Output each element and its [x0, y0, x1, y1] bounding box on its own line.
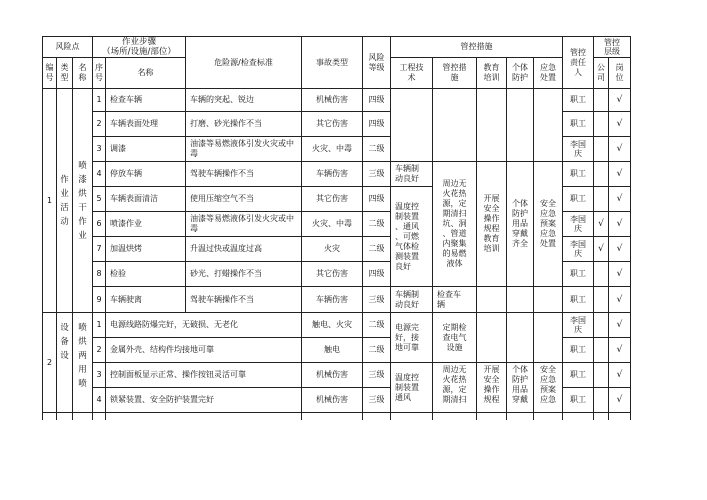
- cut-row: [391, 413, 433, 421]
- hazard: 驾驶车辆操作不当: [186, 162, 302, 187]
- owner: 职工: [563, 388, 594, 413]
- management-measure: 周边无 火花热 源，定 期清扫 坑、洞 、管道 内聚集 的易燃 液体: [433, 162, 477, 287]
- header-emergency: 应急 处置: [534, 58, 563, 89]
- engineering-measure: 电源完 好，接 地可靠: [391, 313, 433, 363]
- hazard: 车辆的突起、锐边: [186, 89, 302, 112]
- cut-row: [563, 413, 594, 421]
- owner: 李国 庆: [563, 137, 594, 162]
- cut-row: [363, 413, 391, 421]
- header-education: 教育 培训: [477, 58, 507, 89]
- education-cell: [477, 89, 507, 162]
- header-management: 管控措 施: [433, 58, 477, 89]
- risk-level: 二级: [363, 237, 391, 262]
- accident-type: 其它伤害: [302, 187, 363, 212]
- owner: 李国 庆: [563, 237, 594, 262]
- hazard: 油漆等易燃液体引发火灾或中毒: [186, 212, 302, 237]
- row-seq: 2: [93, 112, 106, 137]
- header-risk-point: 风险点: [43, 37, 93, 58]
- risk-control-sheet: [42, 36, 631, 420]
- education-cell: [477, 287, 507, 313]
- tier-company-check: √: [594, 237, 609, 262]
- header-owner: 管控 责任 人: [563, 37, 594, 89]
- risk-level: 三级: [363, 363, 391, 388]
- tier-company: [594, 162, 609, 187]
- row-seq: 4: [93, 388, 106, 413]
- risk-level: 二级: [363, 338, 391, 363]
- accident-type: 其它伤害: [302, 262, 363, 287]
- header-measures: 管控措施: [391, 37, 563, 58]
- tier-company: [594, 338, 609, 363]
- owner: 职工: [563, 187, 594, 212]
- row-seq: 3: [93, 137, 106, 162]
- tier-company: [594, 137, 609, 162]
- cut-row: [93, 413, 106, 421]
- hazard: 升温过快或温度过高: [186, 237, 302, 262]
- risk-level: 三级: [363, 162, 391, 187]
- header-name: 名 称: [73, 58, 93, 89]
- risk-point-name: 喷 烘 两 用 喷: [73, 313, 93, 413]
- ppe-cell: [507, 287, 534, 313]
- hazard: 金属外壳、结构件均接地可靠: [106, 338, 302, 363]
- engineering-measure: 温度控 制装置 通风: [391, 363, 433, 413]
- step-name: 检查车辆: [106, 89, 186, 112]
- hazard: 控制面板显示正常、操作按钮灵活可靠: [106, 363, 302, 388]
- header-no: 编 号: [43, 58, 57, 89]
- cut-row: [534, 413, 563, 421]
- accident-type: 车辆伤害: [302, 162, 363, 187]
- management-cell: [433, 89, 477, 162]
- engineering-cell: [391, 89, 433, 162]
- header-tier-company: 公 司: [594, 58, 609, 89]
- hazard: 锁紧装置、安全防护装置完好: [106, 388, 302, 413]
- tier-company: [594, 363, 609, 388]
- engineering-measure: 车辆制 动良好: [391, 162, 433, 187]
- row-seq: 4: [93, 162, 106, 187]
- step-name: 调漆: [106, 137, 186, 162]
- risk-point-name: 喷 漆 烘 干 作 业: [73, 89, 93, 313]
- tier-post-check: √: [609, 212, 631, 237]
- cut-row: [106, 413, 302, 421]
- accident-type: 火灾、中毒: [302, 137, 363, 162]
- tier-post-check: √: [609, 388, 631, 413]
- owner: 职工: [563, 162, 594, 187]
- owner: 李国 庆: [563, 313, 594, 338]
- hazard: 打磨、砂光操作不当: [186, 112, 302, 137]
- owner: 职工: [563, 262, 594, 287]
- owner: 李国 庆: [563, 212, 594, 237]
- hazard: 油漆等易燃液体引发火灾或中毒: [186, 137, 302, 162]
- tier-company-check: √: [594, 212, 609, 237]
- cut-row: [507, 413, 534, 421]
- accident-type: 触电: [302, 338, 363, 363]
- accident-type: 火灾: [302, 237, 363, 262]
- header-risk-level: 风险 等级: [363, 37, 391, 89]
- tier-company: [594, 187, 609, 212]
- row-seq: 2: [93, 338, 106, 363]
- tier-company: [594, 89, 609, 112]
- header-engineering: 工程技 术: [391, 58, 433, 89]
- cut-row: [302, 413, 363, 421]
- tier-company: [594, 287, 609, 313]
- row-seq: 3: [93, 363, 106, 388]
- accident-type: 车辆伤害: [302, 287, 363, 313]
- owner: 职工: [563, 287, 594, 313]
- risk-table: [42, 36, 631, 420]
- risk-point-type: 设 备 设: [57, 313, 73, 413]
- step-name: 车辆表面处理: [106, 112, 186, 137]
- management-measure: 定期检 查电气 设施: [433, 313, 477, 363]
- tier-company: [594, 313, 609, 338]
- hazard: 驾驶车辆操作不当: [186, 287, 302, 313]
- header-hazard: 危险源/检查标准: [186, 37, 302, 89]
- tier-post-check: √: [609, 137, 631, 162]
- hazard: 电源线路防爆完好，无破损、无老化: [106, 313, 302, 338]
- accident-type: 触电、火灾: [302, 313, 363, 338]
- row-seq: 9: [93, 287, 106, 313]
- accident-type: 机械伤害: [302, 89, 363, 112]
- emergency-cell: [534, 313, 563, 363]
- accident-type: 机械伤害: [302, 363, 363, 388]
- ppe-measure: 个体 防护 用品 穿戴: [507, 363, 534, 413]
- emergency-measure: 安全 应急 预案 应急: [534, 363, 563, 413]
- education-measure: 开展 安全 操作 规程: [477, 363, 507, 413]
- risk-level: 三级: [363, 287, 391, 313]
- risk-level: 二级: [363, 313, 391, 338]
- owner: 职工: [563, 363, 594, 388]
- ppe-cell: [507, 313, 534, 363]
- risk-level: 四级: [363, 262, 391, 287]
- hazard: 使用压缩空气不当: [186, 187, 302, 212]
- tier-company: [594, 262, 609, 287]
- risk-level: 四级: [363, 112, 391, 137]
- row-seq: 5: [93, 187, 106, 212]
- owner: 职工: [563, 338, 594, 363]
- cut-row: [594, 413, 609, 421]
- owner: 职工: [563, 89, 594, 112]
- step-name: 停放车辆: [106, 162, 186, 187]
- header-steps: 作业步骤 （场所/设施/部位）: [93, 37, 186, 58]
- risk-level: 二级: [363, 137, 391, 162]
- risk-point-type: 作 业 活 动: [57, 89, 73, 313]
- step-name: 加温烘烤: [106, 237, 186, 262]
- tier-post-check: √: [609, 187, 631, 212]
- emergency-cell: [534, 287, 563, 313]
- risk-point-number: 2: [43, 313, 57, 413]
- tier-post-check: √: [609, 89, 631, 112]
- row-seq: 7: [93, 237, 106, 262]
- tier-post-check: √: [609, 112, 631, 137]
- cut-row: [433, 413, 477, 421]
- cut-row: [43, 413, 57, 421]
- header-tier: 管控 层级: [594, 37, 631, 58]
- step-name: 车辆表面清洁: [106, 187, 186, 212]
- risk-level: 四级: [363, 89, 391, 112]
- accident-type: 火灾、中毒: [302, 212, 363, 237]
- management-measure: 检查车 辆: [433, 287, 477, 313]
- hazard: 砂光、打蜡操作不当: [186, 262, 302, 287]
- step-name: 喷漆作业: [106, 212, 186, 237]
- management-measure: 周边无 火花热 源，定 期清扫: [433, 363, 477, 413]
- row-seq: 1: [93, 313, 106, 338]
- header-type: 类 型: [57, 58, 73, 89]
- engineering-measure: 温度控 制装置 、通风 、可燃 气体检 测装置 良好: [391, 187, 433, 287]
- education-measure: 开展 安全 操作 规程 教育 培训: [477, 162, 507, 287]
- header-seq: 序 号: [93, 58, 106, 89]
- tier-post-check: √: [609, 262, 631, 287]
- tier-post-check: √: [609, 237, 631, 262]
- accident-type: 其它伤害: [302, 112, 363, 137]
- header-ppe: 个体 防护: [507, 58, 534, 89]
- step-name: 检验: [106, 262, 186, 287]
- risk-level: 二级: [363, 212, 391, 237]
- ppe-cell: [507, 89, 534, 162]
- education-cell: [477, 313, 507, 363]
- cut-row: [477, 413, 507, 421]
- row-seq: 8: [93, 262, 106, 287]
- ppe-measure: 个体 防护 用品 穿戴 齐全: [507, 162, 534, 287]
- cut-row: [57, 413, 73, 421]
- risk-level: 三级: [363, 388, 391, 413]
- tier-post-check: √: [609, 363, 631, 388]
- tier-post-check: √: [609, 313, 631, 338]
- risk-level: 四级: [363, 187, 391, 212]
- row-seq: 6: [93, 212, 106, 237]
- row-seq: 1: [93, 89, 106, 112]
- owner: 职工: [563, 112, 594, 137]
- tier-company: [594, 112, 609, 137]
- tier-company: [594, 388, 609, 413]
- header-step-name: 名称: [106, 58, 186, 89]
- cut-row: [73, 413, 93, 421]
- risk-point-number: 1: [43, 89, 57, 313]
- header-accident: 事故类型: [302, 37, 363, 89]
- tier-post-check: √: [609, 287, 631, 313]
- tier-post-check: √: [609, 338, 631, 363]
- accident-type: 机械伤害: [302, 388, 363, 413]
- header-tier-post: 岗 位: [609, 58, 631, 89]
- emergency-measure: 安全 应急 预案 应急 处置: [534, 162, 563, 287]
- engineering-measure: 车辆制 动良好: [391, 287, 433, 313]
- emergency-cell: [534, 89, 563, 162]
- step-name: 车辆驶离: [106, 287, 186, 313]
- tier-post-check: √: [609, 162, 631, 187]
- cut-row: [609, 413, 631, 421]
